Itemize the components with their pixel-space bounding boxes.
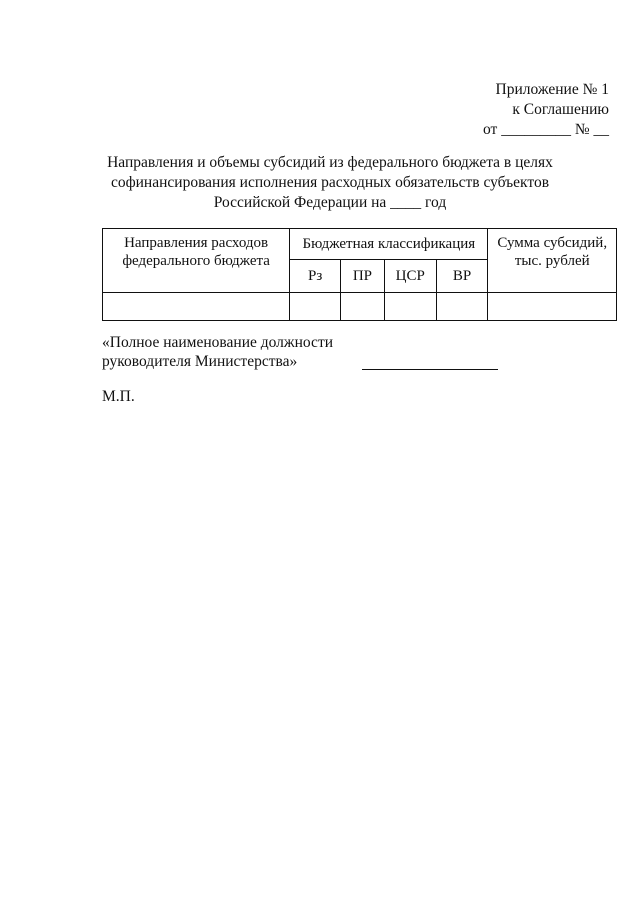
document-title: [100, 153, 560, 213]
stamp-place: М.П.: [102, 388, 135, 405]
subheader-pr: ПР: [341, 260, 385, 293]
table-cell: [341, 293, 385, 321]
appendix-agreement-ref: к Соглашению: [512, 101, 609, 118]
header-directions: Направления расходов федерального бюджета: [103, 229, 290, 293]
signature-position-line-1: «Полное наименование должности: [102, 334, 334, 351]
signature-position-line-2: руководителя Министерства»: [102, 353, 298, 370]
title-line-2: софинансирования исполнения расходных обязательств субъектов: [110, 174, 550, 191]
table-row: [103, 293, 617, 321]
appendix-number: Приложение № 1: [495, 81, 609, 98]
table-cell: [103, 293, 290, 321]
appendix-date-number: от _________ № __: [483, 121, 609, 138]
subheader-csr: ЦСР: [384, 260, 436, 293]
title-line-3: Российской Федерации на ____ год: [213, 194, 447, 211]
signature-line: [362, 369, 498, 370]
appendix-header: [483, 80, 609, 140]
title-line-1: Направления и объемы субсидий из федерального бюджета в целях: [107, 154, 553, 171]
table-cell: [488, 293, 617, 321]
subsidies-table: [102, 228, 617, 321]
table-cell: [384, 293, 436, 321]
table-header-row: [103, 229, 617, 260]
table-cell: [290, 293, 341, 321]
subheader-vr: ВР: [436, 260, 488, 293]
table-cell: [436, 293, 488, 321]
header-budget-classification: Бюджетная классификация: [290, 229, 488, 260]
header-subsidy-sum: Сумма субсидий, тыс. рублей: [488, 229, 617, 293]
subheader-rz: Рз: [290, 260, 341, 293]
signature-block: [102, 333, 333, 371]
